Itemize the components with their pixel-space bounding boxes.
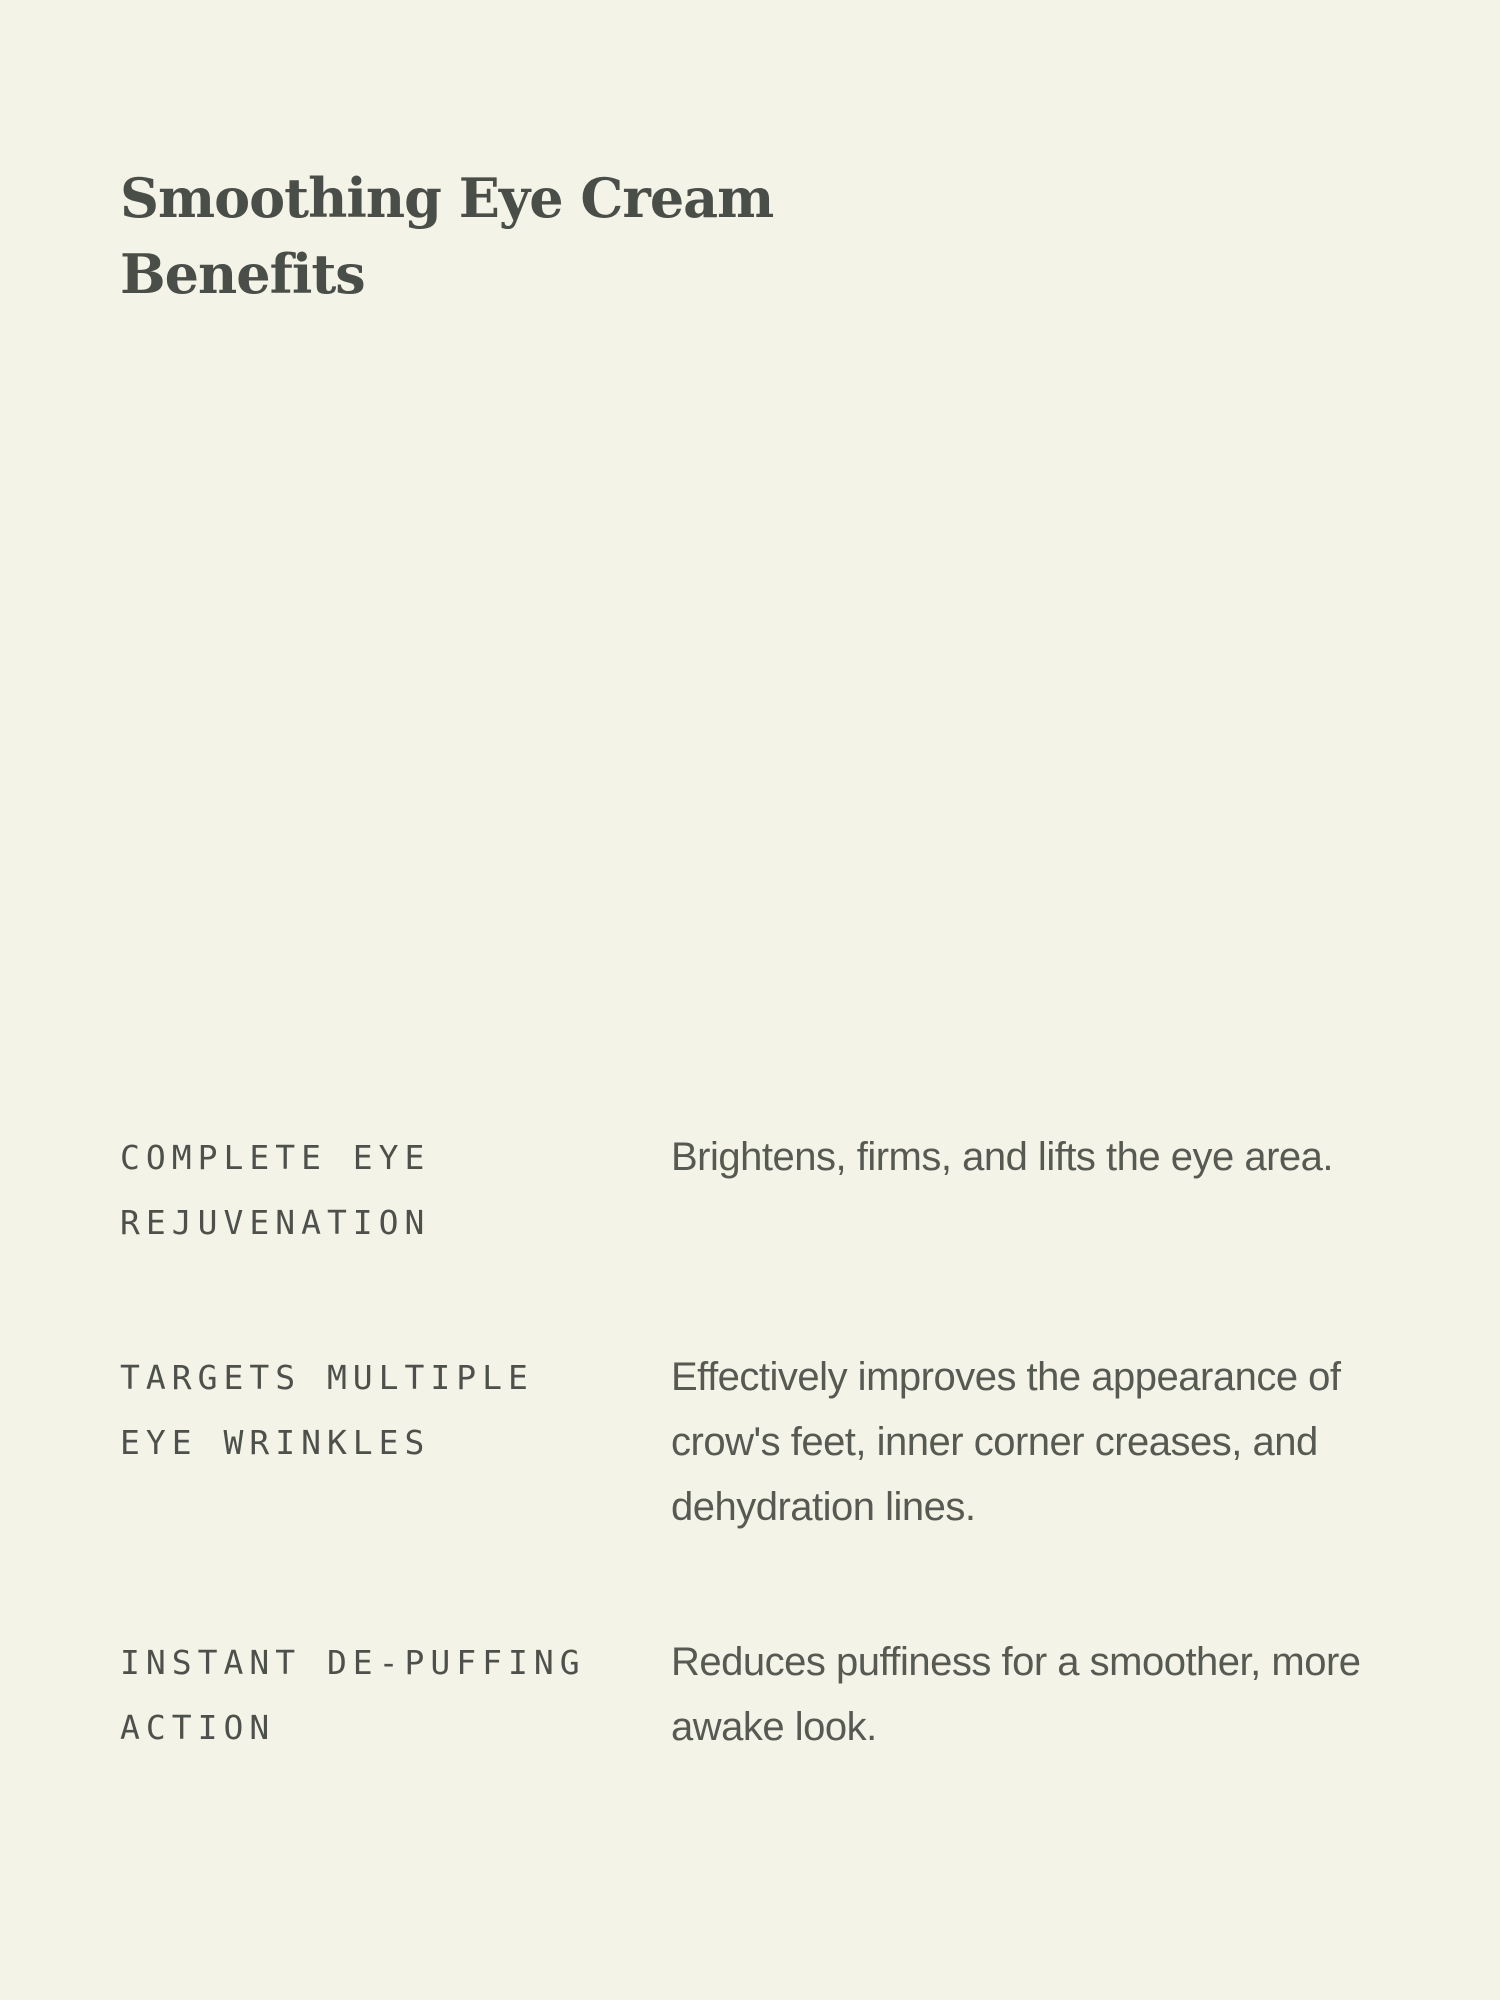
benefit-name xyxy=(120,1630,671,1760)
benefit-name-line: COMPLETE EYE xyxy=(120,1138,431,1177)
benefit-row-complete-eye-rejuvenation xyxy=(120,1125,1400,1255)
benefit-name-line: TARGETS MULTIPLE xyxy=(120,1358,534,1397)
benefit-row-targets-multiple-eye-wrinkles xyxy=(120,1345,1400,1540)
benefit-name-line: REJUVENATION xyxy=(120,1203,431,1242)
benefits-list xyxy=(120,1125,1400,1850)
benefit-description: Brightens, firms, and lifts the eye area. xyxy=(671,1135,1334,1179)
benefit-name-line: EYE WRINKLES xyxy=(120,1423,431,1462)
benefit-name xyxy=(120,1345,671,1475)
benefit-name-line: ACTION xyxy=(120,1708,276,1747)
benefit-description: Effectively improves the appearance of crow's feet, inner corner creases, and dehydration lines. xyxy=(671,1355,1341,1529)
benefit-name xyxy=(120,1125,671,1255)
page-title: Smoothing Eye Cream Benefits xyxy=(120,166,774,306)
benefit-description: Reduces puffiness for a smoother, more awake look. xyxy=(671,1640,1361,1749)
benefit-row-instant-de-puffing-action xyxy=(120,1630,1400,1760)
benefit-name-line: INSTANT DE-PUFFING xyxy=(120,1643,586,1682)
